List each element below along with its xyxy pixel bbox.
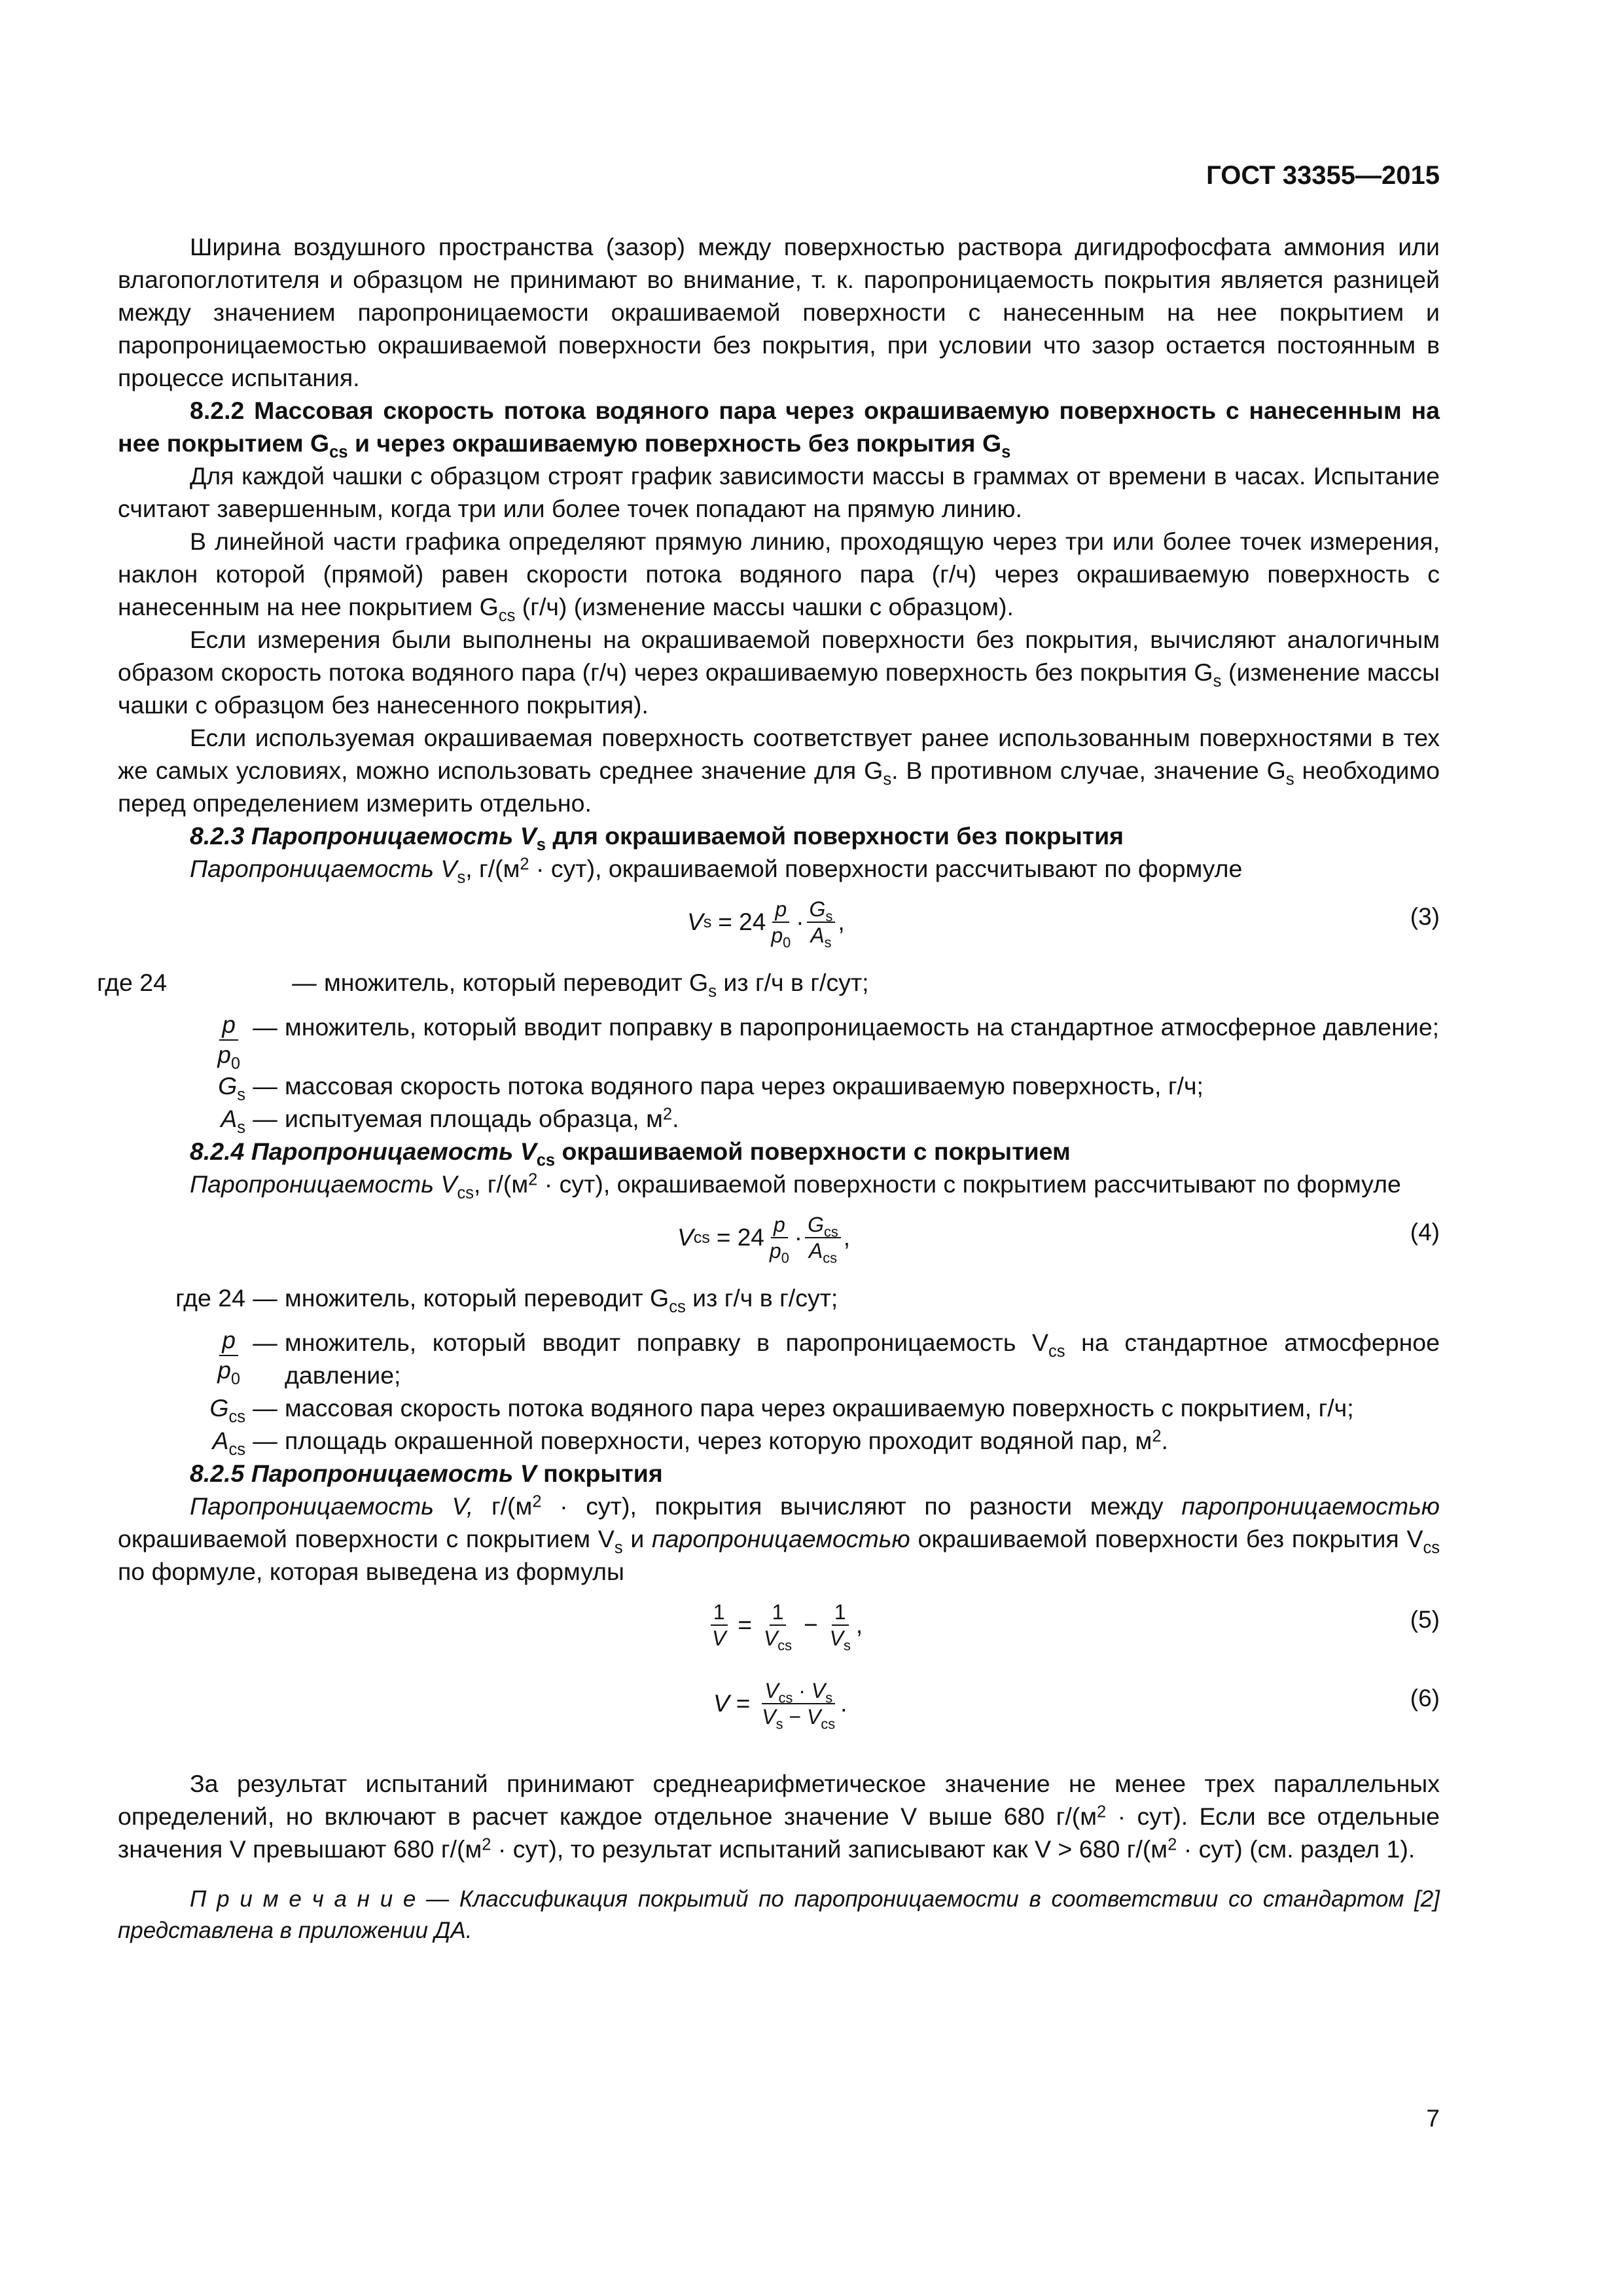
formula-6-body: V = $\frac{V_{cs} \cdot V_s}{V_s - V_{cs}}$ .	[713, 1679, 847, 1732]
fraction-p-over-p0: $\frac{p}{p_0}$	[771, 897, 791, 951]
intro-paragraph: Ширина воздушного пространства (зазор) между поверхностью раствора дигидрофосфата аммония или влагопоглотителя и образцом не принимают во внимание, т. к. паропроницаемость покрытия является разницей между значением паропроницаемости окрашиваемой поверхности с нанесенным на нее покрытием и паропроницаемостью окрашиваемой поверхности без покрытия, при условии что зазор остается постоянным в процессе испытания.	[118, 233, 1440, 391]
definition-row: $G_{cs}$ — массовая скорость потока водяного пара через окрашиваемую поверхность с покрытием, г/ч;	[209, 1394, 1354, 1426]
result-paragraph: За результат испытаний принимают среднеарифметическое значение не менее трех параллельных определений, но включают в расчет каждое отдельное значение V выше 680 $г/(м^2 \cdot сут)$. Если все отдельные значения V превышают 680 $г/(м^2 \cdot сут)$, то результат испытаний записывают как V > 680 $г/(м^2 \cdot сут)$ (см. раздел 1).	[118, 1770, 1440, 1863]
formula-6-number: (6)	[1410, 1685, 1440, 1712]
formula-6	[118, 1672, 1440, 1745]
note-paragraph: П р и м е ч а н и е — Классификация покрытий по паропроницаемости в соответствии со стандартом [2] представлена в приложении ДА.	[118, 1886, 1440, 1943]
document-page	[97, 0, 1440, 2296]
formula-3	[118, 890, 1440, 962]
page-number: 7	[1426, 2105, 1440, 2132]
definition-row: $\frac{p}{p_0}$ — множитель, который вводит поправку в паропроницаемость на стандартное атмосферное давление;	[118, 1011, 1440, 1069]
section-8-2-3-heading: 8.2.3 Паропроницаемость $V_s$ для окрашиваемой поверхности без покрытия	[190, 822, 1124, 854]
formula-3-number: (3)	[1410, 903, 1440, 930]
page-content	[97, 230, 1440, 1946]
definition-row: $A_{cs}$ — площадь окрашенной поверхности, через которую проходит водяной пар, $м^2$.	[212, 1427, 1168, 1459]
section-8-2-2-heading: 8.2.2 Массовая скорость потока водяного пара через окрашиваемую поверхность с нанесенным на нее покрытием $G_{cs}$ и через окрашиваемую поверхность без покрытия $G_s$	[118, 397, 1440, 461]
section-8-2-5-text: Паропроницаемость V, $г/(м^2 \cdot сут)$, покрытия вычисляют по разности между паропроницаемостью окрашиваемой поверхности с покрытием $V_s$ и паропроницаемостью окрашиваемой поверхности без покрытия $V_{cs}$ по формуле, которая выведена из формулы	[118, 1492, 1440, 1585]
definition-row: $A_s$ — испытуемая площадь образца, $м^2$.	[221, 1105, 679, 1137]
fraction-p-over-p0: $\frac{p}{p_0}$	[217, 1011, 240, 1073]
section-8-2-4-text: Паропроницаемость $V_{cs}$, $г/(м^2 \cdot сут)$, окрашиваемой поверхности с покрытием рассчитывают по формуле	[190, 1170, 1401, 1202]
section-8-2-4-heading: 8.2.4 Паропроницаемость $V_{cs}$ окрашиваемой поверхности с покрытием	[190, 1138, 1071, 1170]
section-8-2-5-heading: 8.2.5 Паропроницаемость V покрытия	[190, 1460, 663, 1487]
definition-row: $G_s$ — массовая скорость потока водяного пара через окрашиваемую поверхность, г/ч;	[218, 1072, 1204, 1104]
fraction-p-over-p0: $\frac{p}{p_0}$	[769, 1213, 789, 1266]
formula-4-number: (4)	[1410, 1219, 1440, 1246]
formula-5-body: $\frac{1}{V}$ = $\frac{1}{V_{cs}}$ − $\frac{1}{V_s}$ ,	[707, 1600, 863, 1651]
section-8-2-3-text: Паропроницаемость $V_s$, $г/(м^2 \cdot сут)$, окрашиваемой поверхности рассчитывают по формуле	[190, 855, 1243, 887]
definition-row: где 24 — множитель, который переводит $G_{cs}$ из г/ч в г/сут;	[175, 1284, 838, 1316]
section-8-2-2-paragraph-4: Если используемая окрашиваемая поверхность соответствует ранее использованным поверхностями в тех же самых условиях, можно использовать среднее значение для $G_s$. В противном случае, значение $G_s$ необходимо перед определением измерить отдельно.	[118, 724, 1440, 817]
fraction-g-over-a: $\frac{G_s}{A_s}$	[807, 897, 836, 948]
section-8-2-2-paragraph-2: В линейной части графика определяют прямую линию, проходящую через три или более точек измерения, наклон которой (прямой) равен скорости потока водяного пара (г/ч) через окрашиваемую поверхность с нанесенным на нее покрытием $G_{cs}$ (г/ч) (изменение массы чашки с образцом).	[118, 528, 1440, 625]
formula-4-definitions	[118, 1282, 1440, 1457]
fraction-g-over-a: $\frac{G_{cs}}{A_{cs}}$	[805, 1212, 841, 1263]
formula-4-body: V cs = 24 $\frac{p}{p_0}$ · $\frac{G_{cs}}{A_{cs}}$ ,	[677, 1213, 851, 1266]
definition-row: где 24 — множитель, который переводит $G_s$ из г/ч в г/сут;	[97, 969, 869, 1001]
definition-row: $\frac{p}{p_0}$ — множитель, который вводит поправку в паропроницаемость $V_{cs}$ на стандартное атмосферное давление;	[118, 1326, 1440, 1391]
section-8-2-2-paragraph-1: Для каждой чашки с образцом строят график зависимости массы в граммах от времени в часах. Испытание считают завершенным, когда три или более точек попадают на прямую линию.	[118, 462, 1440, 522]
formula-3-definitions	[97, 966, 1440, 1137]
formula-5	[118, 1593, 1440, 1666]
formula-5-number: (5)	[1410, 1606, 1440, 1633]
formula-3-body: V s = 24 $\frac{p}{p_0}$ · $\frac{G_s}{A_s}$ ,	[687, 897, 845, 951]
formula-4	[118, 1206, 1440, 1278]
section-8-2-2-paragraph-3: Если измерения были выполнены на окрашиваемой поверхности без покрытия, вычисляют аналогичным образом скорость потока водяного пара (г/ч) через окрашиваемую поверхность без покрытия $G_s$ (изменение массы чашки с образцом без нанесенного покрытия).	[118, 626, 1440, 719]
fraction-p-over-p0: $\frac{p}{p_0}$	[217, 1327, 240, 1388]
document-code-header: ГОСТ 33355—2015	[1206, 161, 1440, 190]
